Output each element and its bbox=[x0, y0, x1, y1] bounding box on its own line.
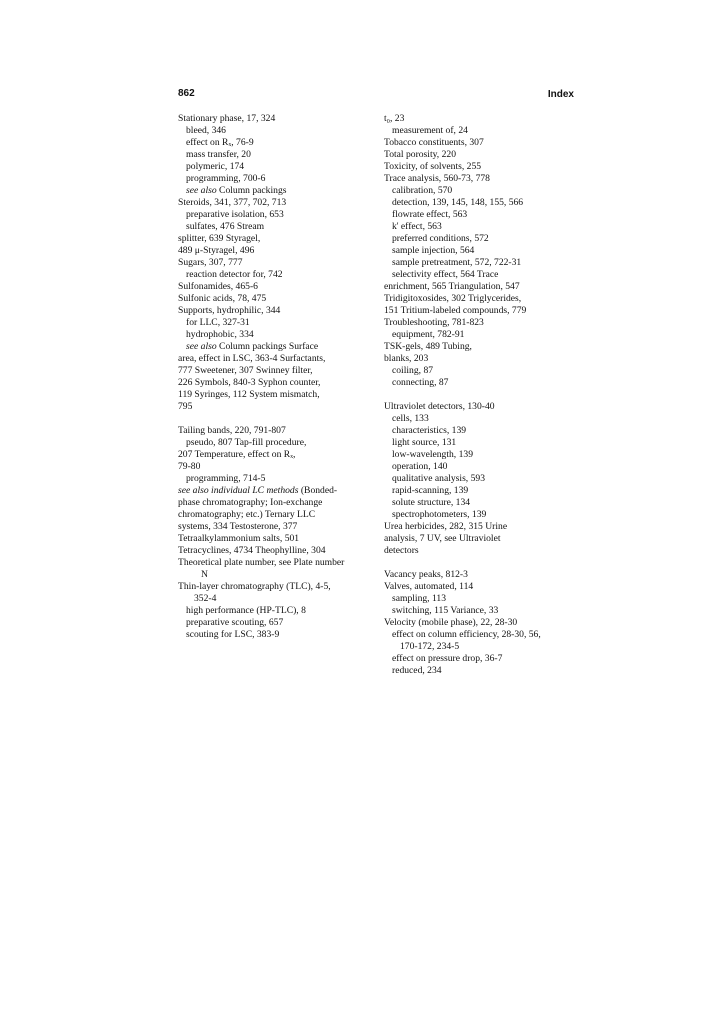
index-subentry: pseudo, 807 Tap-fill procedure, bbox=[186, 437, 307, 448]
index-entry: Stationary phase, 17, 324 bbox=[178, 113, 276, 124]
index-subentry: reaction detector for, 742 bbox=[186, 269, 283, 280]
index-entry: splitter, 639 Styragel, bbox=[178, 233, 261, 244]
index-subentry: operation, 140 bbox=[392, 461, 448, 472]
index-entry: Steroids, 341, 377, 702, 713 bbox=[178, 197, 287, 208]
index-entry: 226 Symbols, 840-3 Syphon counter, bbox=[178, 377, 321, 388]
index-entry: Trace analysis, 560-73, 778 bbox=[384, 173, 490, 184]
index-entry: enrichment, 565 Triangulation, 547 bbox=[384, 281, 520, 292]
index-subentry: spectrophotometers, 139 bbox=[392, 509, 487, 520]
index-subentry: k' effect, 563 bbox=[392, 221, 442, 232]
index-subentry: see also Column packings Surface bbox=[186, 341, 319, 352]
index-subentry: qualitative analysis, 593 bbox=[392, 473, 485, 484]
index-subentry: selectivity effect, 564 Trace bbox=[392, 269, 499, 280]
index-subentry: coiling, 87 bbox=[392, 365, 434, 376]
index-entry: Tridigitoxosides, 302 Triglycerides, bbox=[384, 293, 522, 304]
index-entry: blanks, 203 bbox=[384, 353, 429, 364]
index-entry: Tetracyclines, 4734 Theophylline, 304 bbox=[178, 545, 326, 556]
index-subentry: equipment, 782-91 bbox=[392, 329, 465, 340]
index-entry: 777 Sweetener, 307 Swinney filter, bbox=[178, 365, 313, 376]
index-column-left bbox=[178, 113, 368, 641]
index-entry: phase chromatography; Ion-exchange bbox=[178, 497, 323, 508]
index-subentry: effect on pressure drop, 36-7 bbox=[392, 653, 503, 664]
index-entry: 795 bbox=[178, 401, 193, 412]
section-gap bbox=[384, 389, 579, 401]
index-subentry: flowrate effect, 563 bbox=[392, 209, 468, 220]
index-entry: Ultraviolet detectors, 130-40 bbox=[384, 401, 495, 412]
index-subentry: hydrophobic, 334 bbox=[186, 329, 254, 340]
index-entry: Tailing bands, 220, 791-807 bbox=[178, 425, 286, 436]
index-subentry: mass transfer, 20 bbox=[186, 149, 251, 160]
index-entry: see also individual LC methods (Bonded- bbox=[178, 485, 338, 496]
index-subentry: N bbox=[201, 569, 208, 580]
index-subentry: switching, 115 Variance, 33 bbox=[392, 605, 499, 616]
index-entry: TSK-gels, 489 Tubing, bbox=[384, 341, 472, 352]
section-gap bbox=[178, 413, 368, 425]
index-subentry: light source, 131 bbox=[392, 437, 457, 448]
index-entry: Thin-layer chromatography (TLC), 4-5, bbox=[178, 581, 331, 592]
index-subentry: bleed, 346 bbox=[186, 125, 226, 136]
index-entry: 119 Syringes, 112 System mismatch, bbox=[178, 389, 320, 400]
index-subentry: characteristics, 139 bbox=[392, 425, 467, 436]
index-subentry: 170-172, 234-5 bbox=[400, 641, 460, 652]
index-entry: Supports, hydrophilic, 344 bbox=[178, 305, 281, 316]
index-entry: Troubleshooting, 781-823 bbox=[384, 317, 484, 328]
index-entry: Sugars, 307, 777 bbox=[178, 257, 243, 268]
index-entry: Total porosity, 220 bbox=[384, 149, 456, 160]
index-subentry: sample injection, 564 bbox=[392, 245, 475, 256]
index-entry: Vacancy peaks, 812-3 bbox=[384, 569, 468, 580]
index-entry: chromatography; etc.) Ternary LLC bbox=[178, 509, 316, 520]
index-subentry: sampling, 113 bbox=[392, 593, 447, 604]
index-subentry: preparative scouting, 657 bbox=[186, 617, 284, 628]
index-entry: analysis, 7 UV, see Ultraviolet bbox=[384, 533, 501, 544]
index-entry: Tetraalkylammonium salts, 501 bbox=[178, 533, 300, 544]
index-subentry: detection, 139, 145, 148, 155, 566 bbox=[392, 197, 524, 208]
running-head: Index bbox=[547, 89, 574, 100]
index-subentry: rapid-scanning, 139 bbox=[392, 485, 469, 496]
index-entry: 207 Temperature, effect on Rₓ, bbox=[178, 449, 296, 460]
index-subentry: low-wavelength, 139 bbox=[392, 449, 473, 460]
index-entry: 79-80 bbox=[178, 461, 201, 472]
index-entry: detectors bbox=[384, 545, 419, 556]
section-gap bbox=[384, 557, 579, 569]
index-entry: Toxicity, of solvents, 255 bbox=[384, 161, 482, 172]
index-subentry: for LLC, 327-31 bbox=[186, 317, 250, 328]
index-entry: Tobacco constituents, 307 bbox=[384, 137, 484, 148]
index-subentry: sample pretreatment, 572, 722-31 bbox=[392, 257, 522, 268]
index-subentry: effect on column efficiency, 28-30, 56, bbox=[392, 629, 541, 640]
index-subentry: 352-4 bbox=[194, 593, 217, 604]
index-entry: Velocity (mobile phase), 22, 28-30 bbox=[384, 617, 518, 628]
index-subentry: preferred conditions, 572 bbox=[392, 233, 489, 244]
index-subentry: connecting, 87 bbox=[392, 377, 449, 388]
index-entry: 489 μ-Styragel, 496 bbox=[178, 245, 255, 256]
index-entry: Sulfonamides, 465-6 bbox=[178, 281, 258, 292]
index-subentry: programming, 714-5 bbox=[186, 473, 266, 484]
index-subentry: see also Column packings bbox=[186, 185, 287, 196]
index-subentry: calibration, 570 bbox=[392, 185, 453, 196]
index-subentry: sulfates, 476 Stream bbox=[186, 221, 265, 232]
index-subentry: preparative isolation, 653 bbox=[186, 209, 284, 220]
index-subentry: programming, 700-6 bbox=[186, 173, 266, 184]
index-entry: Theoretical plate number, see Plate number bbox=[178, 557, 345, 568]
index-subentry: high performance (HP-TLC), 8 bbox=[186, 605, 306, 616]
index-entry: Valves, automated, 114 bbox=[384, 581, 474, 592]
index-entry: area, effect in LSC, 363-4 Surfactants, bbox=[178, 353, 326, 364]
page-number: 862 bbox=[178, 88, 195, 99]
index-subentry: measurement of, 24 bbox=[392, 125, 468, 136]
index-subentry: solute structure, 134 bbox=[392, 497, 471, 508]
index-subentry: polymeric, 174 bbox=[186, 161, 245, 172]
index-entry: t₀, 23 bbox=[384, 113, 405, 124]
index-entry: 151 Tritium-labeled compounds, 779 bbox=[384, 305, 527, 316]
index-subentry: effect on Rₓ, 76-9 bbox=[186, 137, 254, 148]
index-entry: Urea herbicides, 282, 315 Urine bbox=[384, 521, 508, 532]
index-subentry: reduced, 234 bbox=[392, 665, 442, 676]
index-subentry: scouting for LSC, 383-9 bbox=[186, 629, 280, 640]
index-entry: Sulfonic acids, 78, 475 bbox=[178, 293, 267, 304]
index-entry: systems, 334 Testosterone, 377 bbox=[178, 521, 298, 532]
index-subentry: cells, 133 bbox=[392, 413, 429, 424]
index-column-right bbox=[384, 113, 579, 677]
